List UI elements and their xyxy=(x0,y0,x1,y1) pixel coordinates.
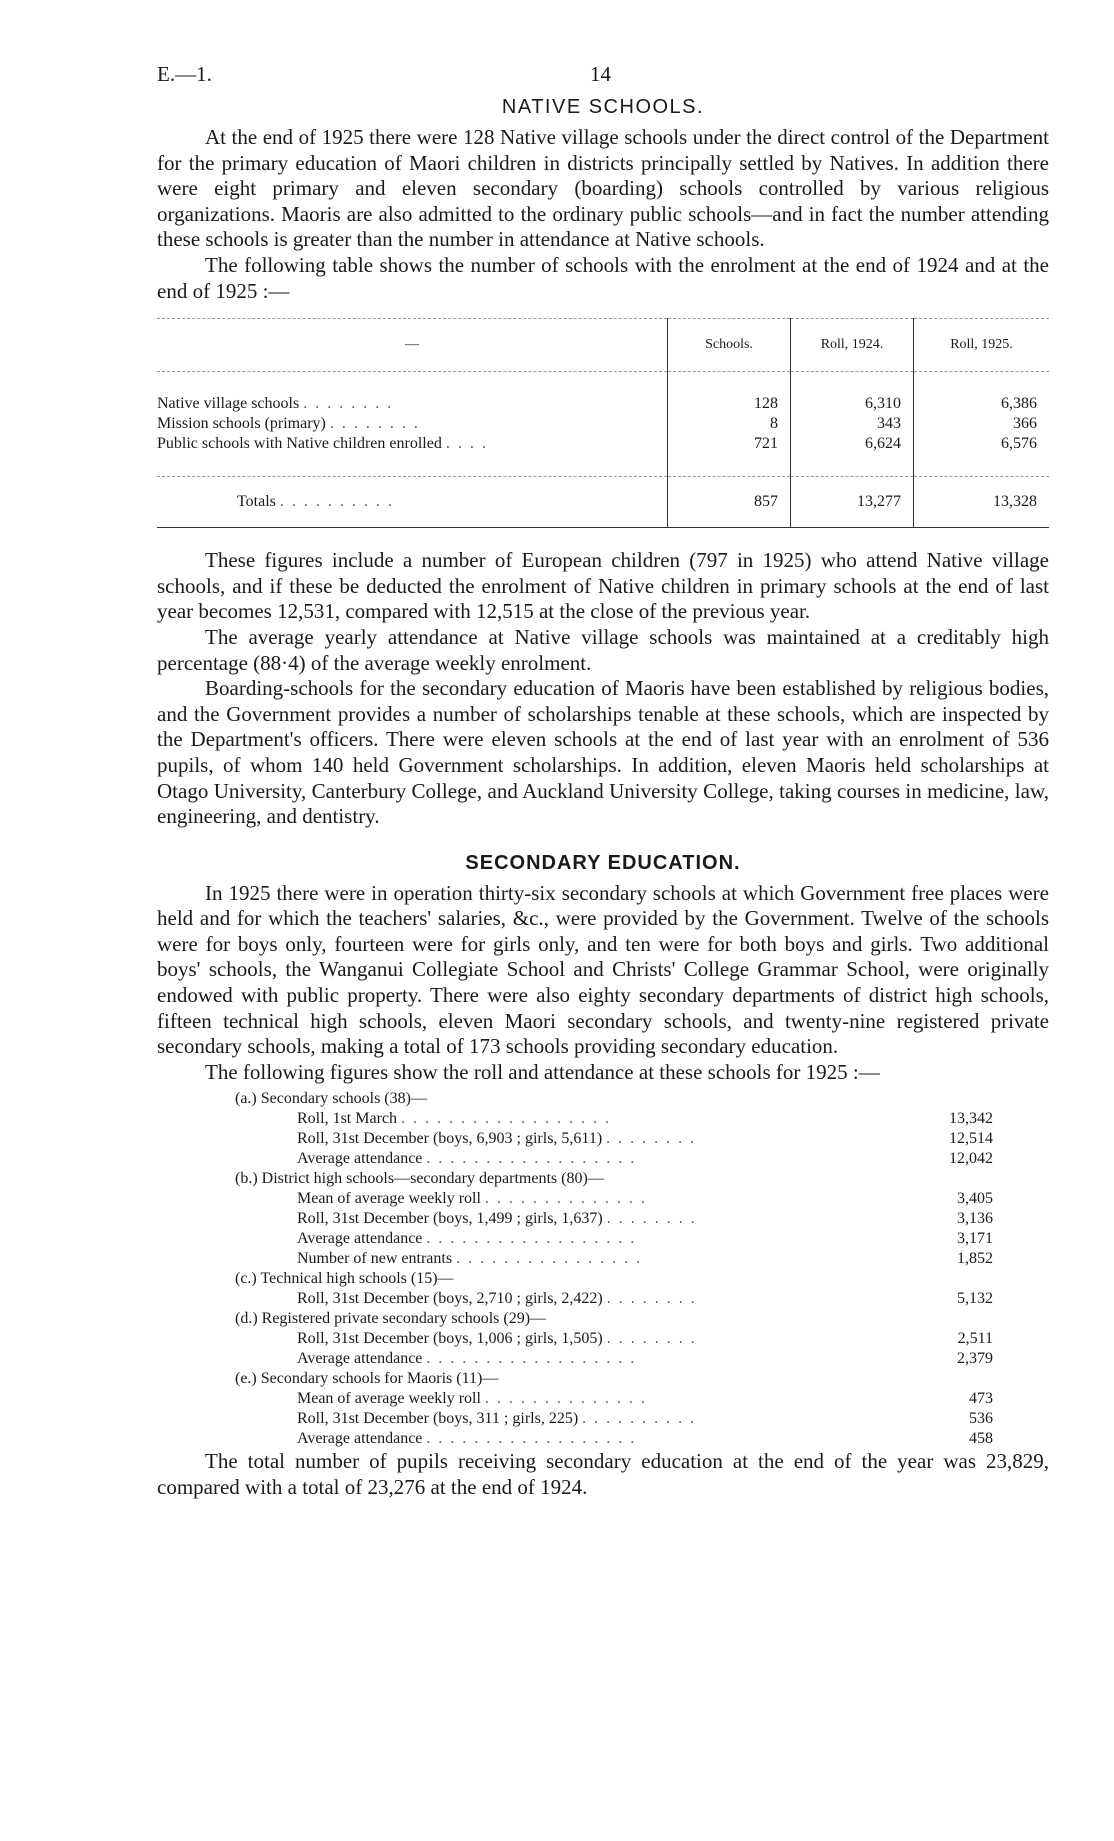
native-paragraph-3: These figures include a number of European children (797 in 1925) who attend Native village schools, and if these be deducted the enrolment of Native children in primary schools at the end of last year becomes 12,531, compared with 12,515 at the close of the previous year. xyxy=(157,548,1049,624)
item-value: 3,136 xyxy=(957,1210,993,1228)
row-label: Native village schools xyxy=(157,395,300,413)
item-value: 2,511 xyxy=(957,1330,993,1348)
totals-label: Totals xyxy=(237,493,276,511)
category-label: (c.) Technical high schools (15)— xyxy=(235,1270,454,1288)
item-label: Roll, 31st December (boys, 1,006 ; girls, 1,505) xyxy=(297,1330,603,1348)
item-value: 473 xyxy=(969,1390,993,1408)
item-label: Average attendance xyxy=(297,1150,423,1168)
item-value: 2,379 xyxy=(957,1350,993,1368)
item-value: 458 xyxy=(969,1430,993,1448)
list-item: Average attendance .................. 2,379 xyxy=(297,1350,993,1368)
cell-schools: 128 xyxy=(668,372,791,415)
item-value: 13,342 xyxy=(949,1110,993,1128)
document-reference: E.—1. xyxy=(157,62,212,86)
item-label: Roll, 31st December (boys, 2,710 ; girls, 2,422) xyxy=(297,1290,603,1308)
list-item: Number of new entrants ................ 1,852 xyxy=(297,1250,993,1268)
native-paragraph-5: Boarding-schools for the secondary education of Maoris have been established by religious bodies, and the Government provides a number of scholarships tenable at these schools, which are inspected by the Department's officers. There were eleven schools at the end of last year with an enrolment of 536 pupils, of whom 140 held Government scholarships. In addition, eleven Maoris held scholarships at Otago University, Canterbury College, and Auckland University College, taking courses in medicine, law, engineering, and dentistry. xyxy=(157,676,1049,829)
table-row: Mission schools (primary) ........ 8 343 366 xyxy=(157,414,1049,434)
list-item: Roll, 31st December (boys, 2,710 ; girls, 2,422) ........ 5,132 xyxy=(297,1290,993,1308)
table-header-schools: Schools. xyxy=(668,319,791,372)
table-header-roll-1924: Roll, 1924. xyxy=(791,319,914,372)
cell-schools: 8 xyxy=(668,414,791,434)
item-value: 536 xyxy=(969,1410,993,1428)
cell-roll-1925: 6,576 xyxy=(914,434,1050,477)
list-item: Average attendance .................. 3,171 xyxy=(297,1230,993,1248)
list-item: Roll, 31st December (boys, 1,006 ; girls, 1,505) ........ 2,511 xyxy=(297,1330,993,1348)
table-header-roll-1925: Roll, 1925. xyxy=(914,319,1050,372)
secondary-paragraph-1: In 1925 there were in operation thirty-six secondary schools at which Government free places were held and for which the teachers' salaries, &c., were provided by the Government. Twelve of the schools were for boys only, fourteen were for girls only, and ten were for both boys and girls. Two additional boys' schools, the Wanganui Collegiate School and Christs' College Grammar School, were originally endowed with public property. There were also eighty secondary departments of district high schools, fifteen technical high schools, eleven Maori secondary schools, and twenty-nine registered private secondary schools, making a total of 173 schools providing secondary education. xyxy=(157,880,1049,1059)
item-label: Roll, 31st December (boys, 6,903 ; girls, 5,611) xyxy=(297,1130,603,1148)
cell-roll-1924: 343 xyxy=(791,414,914,434)
table-row: Public schools with Native children enrolled .... 721 6,624 6,576 xyxy=(157,434,1049,477)
list-item: Roll, 1st March .................. 13,342 xyxy=(297,1110,993,1128)
enrolment-table xyxy=(157,318,1049,528)
item-label: Roll, 31st December (boys, 1,499 ; girls, 1,637) xyxy=(297,1210,603,1228)
list-item: Roll, 31st December (boys, 6,903 ; girls, 5,611) ........ 12,514 xyxy=(297,1130,993,1148)
list-item: Average attendance .................. 458 xyxy=(297,1430,993,1448)
page-number: 14 xyxy=(590,62,611,86)
cell-schools: 721 xyxy=(668,434,791,477)
cell-roll-1925: 366 xyxy=(914,414,1050,434)
list-item: Roll, 31st December (boys, 311 ; girls, 225) .......... 536 xyxy=(297,1410,993,1428)
cell-roll-1924: 6,310 xyxy=(791,372,914,415)
secondary-paragraph-2: The following figures show the roll and attendance at these schools for 1925 :— xyxy=(205,1059,880,1084)
native-paragraph-4: The average yearly attendance at Native village schools was maintained at a creditably high percentage (88·4) of the average weekly enrolment. xyxy=(157,624,1049,675)
item-label: Mean of average weekly roll xyxy=(297,1390,481,1408)
category-label: (e.) Secondary schools for Maoris (11)— xyxy=(235,1370,499,1388)
category-label: (d.) Registered private secondary schools (29)— xyxy=(235,1310,547,1328)
document-page xyxy=(157,62,1049,1501)
item-value: 12,514 xyxy=(949,1130,993,1148)
row-label: Mission schools (primary) xyxy=(157,415,326,433)
item-label: Number of new entrants xyxy=(297,1250,453,1268)
row-label: Public schools with Native children enrolled xyxy=(157,435,442,453)
total-roll-1925: 13,328 xyxy=(914,477,1050,528)
category-label: (a.) Secondary schools (38)— xyxy=(235,1090,427,1108)
total-roll-1924: 13,277 xyxy=(791,477,914,528)
item-label: Roll, 31st December (boys, 311 ; girls, 225) xyxy=(297,1410,579,1428)
secondary-education-heading: SECONDARY EDUCATION. xyxy=(465,851,741,874)
secondary-figures-list xyxy=(157,1089,1049,1449)
native-paragraph-1: At the end of 1925 there were 128 Native village schools under the direct control of the Department for the primary education of Maori children in districts principally settled by Natives. In addition there were eight primary and eleven secondary (boarding) schools controlled by various religious organizations. Maoris are also admitted to the ordinary public schools—and in fact the number attending these schools is greater than the number in attendance at Native schools. xyxy=(157,125,1049,252)
cell-roll-1924: 6,624 xyxy=(791,434,914,477)
list-item: Mean of average weekly roll .............. 3,405 xyxy=(297,1190,993,1208)
cell-roll-1925: 6,386 xyxy=(914,372,1050,415)
list-item: Average attendance .................. 12,042 xyxy=(297,1150,993,1168)
item-value: 5,132 xyxy=(957,1290,993,1308)
item-value: 12,042 xyxy=(949,1150,993,1168)
table-header-label: — xyxy=(157,319,668,372)
item-label: Mean of average weekly roll xyxy=(297,1190,481,1208)
item-label: Average attendance xyxy=(297,1230,423,1248)
native-schools-heading: NATIVE SCHOOLS. xyxy=(501,96,705,118)
item-label: Average attendance xyxy=(297,1430,423,1448)
item-label: Roll, 1st March xyxy=(297,1110,397,1128)
native-paragraph-2: The following table shows the number of schools with the enrolment at the end of 1924 and at the end of 1925 :— xyxy=(157,252,1049,303)
item-value: 1,852 xyxy=(957,1250,993,1268)
table-row: Native village schools ........ 128 6,310 6,386 xyxy=(157,372,1049,415)
total-schools: 857 xyxy=(668,477,791,528)
item-label: Average attendance xyxy=(297,1350,423,1368)
table-totals-row: Totals .......... 857 13,277 13,328 xyxy=(157,477,1049,528)
page-header xyxy=(157,62,1049,92)
secondary-paragraph-3: The total number of pupils receiving secondary education at the end of the year was 23,829, compared with a total of 23,276 at the end of 1924. xyxy=(157,1449,1049,1500)
item-value: 3,405 xyxy=(957,1190,993,1208)
table-header-row xyxy=(157,319,1049,372)
category-label: (b.) District high schools—secondary departments (80)— xyxy=(235,1170,604,1188)
list-item: Roll, 31st December (boys, 1,499 ; girls, 1,637) ........ 3,136 xyxy=(297,1210,993,1228)
list-item: Mean of average weekly roll .............. 473 xyxy=(297,1390,993,1408)
item-value: 3,171 xyxy=(957,1230,993,1248)
